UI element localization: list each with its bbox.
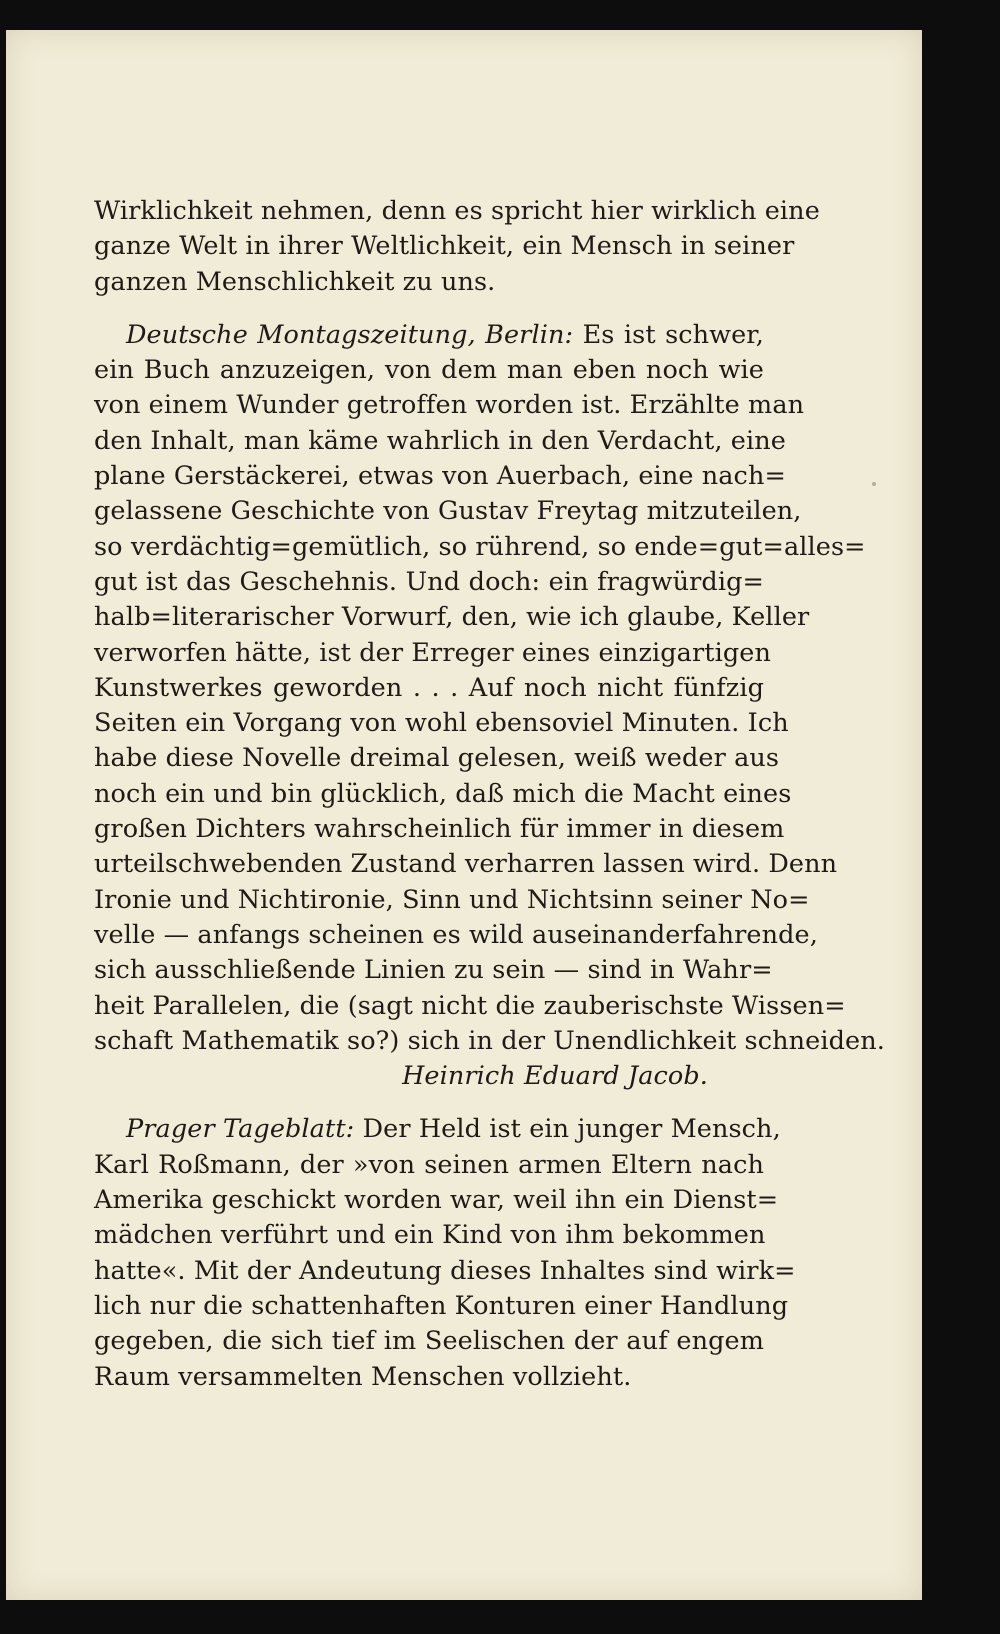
text-line: sich ausschließende Linien zu sein — sind in Wahr= (94, 955, 773, 986)
text-line: Kunstwerkes geworden . . . Auf noch nicht fünfzig (94, 672, 764, 703)
text-line: verworfen hätte, ist der Erreger eines einzigartigen (94, 637, 772, 668)
text-line: ein Buch anzuzeigen, von dem man eben noch wie (94, 355, 764, 386)
body-text (94, 194, 885, 1395)
text-line: velle — anfangs scheinen es wild auseinanderfahrende, (94, 919, 818, 950)
text-line: Karl Roßmann, der »von seinen armen Eltern nach (94, 1149, 764, 1180)
text-line: habe diese Novelle dreimal gelesen, weiß weder aus (94, 743, 780, 774)
text-line: lich nur die schattenhaften Konturen einer Handlung (94, 1290, 789, 1321)
review-source: Deutsche Montagszeitung, Berlin: (126, 319, 574, 350)
text-line: Wirklichkeit nehmen, denn es spricht hier wirklich eine (94, 196, 820, 226)
paper-speck (872, 482, 876, 486)
text-line (94, 1112, 781, 1147)
text-line: gut ist das Geschehnis. Und doch: ein fragwürdig= (94, 566, 764, 597)
text-line: den Inhalt, man käme wahrlich in den Verdacht, eine (94, 425, 786, 456)
paragraph-continuation (94, 194, 820, 300)
text-line: Raum versammelten Menschen vollzieht. (94, 1361, 632, 1392)
paper-page (6, 30, 922, 1600)
review-source: Prager Tageblatt: (126, 1114, 355, 1145)
text-line: heit Parallelen, die (sagt nicht die zauberischste Wissen= (94, 990, 846, 1021)
review-signature: Heinrich Eduard Jacob. (402, 1061, 708, 1092)
text-line: von einem Wunder getroffen worden ist. Erzählte man (94, 390, 805, 421)
text-fragment: Es ist schwer, (582, 319, 764, 350)
text-line: Ironie und Nichtironie, Sinn und Nichtsinn seiner No= (94, 884, 810, 915)
text-fragment: Der Held ist ein junger Mensch, (362, 1114, 781, 1145)
text-line (94, 318, 764, 353)
text-line: noch ein und bin glücklich, daß mich die Macht eines (94, 778, 792, 809)
text-line: mädchen verführt und ein Kind von ihm bekommen (94, 1220, 766, 1251)
text-line: hatte«. Mit der Andeutung dieses Inhaltes sind wirk= (94, 1255, 796, 1286)
text-line: gelassene Geschichte von Gustav Freytag mitzuteilen, (94, 496, 802, 527)
text-line: so verdächtig=gemütlich, so rührend, so ende=gut=alles= (94, 531, 866, 562)
text-line: Seiten ein Vorgang von wohl ebensoviel Minuten. Ich (94, 708, 789, 739)
text-line: ganze Welt in ihrer Weltlichkeit, ein Mensch in seiner (94, 231, 795, 262)
text-line: urteilschwebenden Zustand verharren lassen wird. Denn (94, 849, 838, 880)
review-deutsche-montagszeitung (94, 318, 885, 1095)
text-line: Amerika geschickt worden war, weil ihn ein Dienst= (94, 1185, 779, 1216)
text-line: plane Gerstäckerei, etwas von Auerbach, eine nach= (94, 461, 786, 492)
text-line: schaft Mathematik so?) sich in der Unendlichkeit schneiden. (94, 1025, 885, 1056)
text-line: halb=literarischer Vorwurf, den, wie ich glaube, Keller (94, 602, 810, 633)
text-line: gegeben, die sich tief im Seelischen der auf engem (94, 1326, 764, 1357)
review-prager-tageblatt (94, 1112, 796, 1394)
text-line: ganzen Menschlichkeit zu uns. (94, 266, 496, 297)
text-line: großen Dichters wahrscheinlich für immer in diesem (94, 814, 785, 845)
